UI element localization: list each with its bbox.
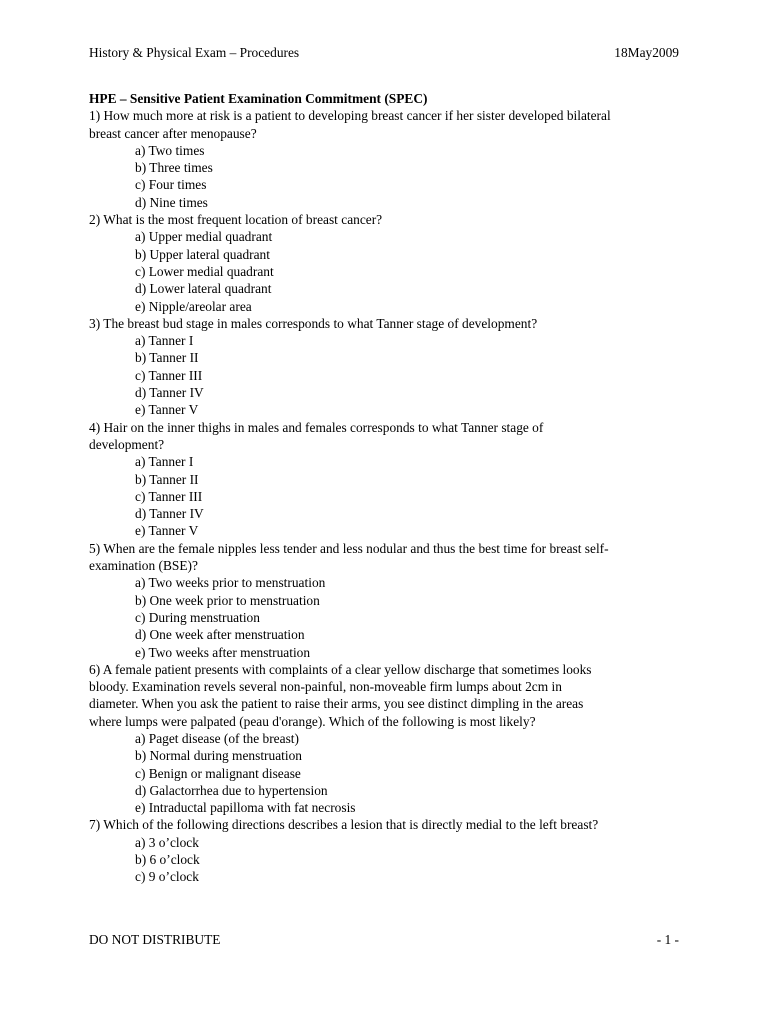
answer-option: b) Normal during menstruation (135, 748, 302, 764)
answer-option: b) One week prior to menstruation (135, 592, 320, 608)
question-text: 4) Hair on the inner thighs in males and females corresponds to what Tanner stage of (89, 419, 544, 435)
answer-option: a) Tanner I (135, 333, 194, 349)
header-course-title: History & Physical Exam – Procedures (89, 45, 300, 60)
question-item (89, 816, 689, 885)
answer-option: d) Tanner IV (135, 506, 204, 522)
question-text: examination (BSE)? (89, 558, 198, 574)
question-text: 7) Which of the following directions describes a lesion that is directly medial to the left breast? (89, 817, 599, 833)
answer-options (89, 453, 689, 539)
answer-option: b) Tanner II (135, 350, 199, 366)
answer-option: c) Benign or malignant disease (135, 765, 301, 781)
answer-option: c) Four times (135, 177, 207, 193)
question-item (89, 419, 689, 540)
answer-option: e) Two weeks after menstruation (135, 644, 311, 660)
answer-option: d) Galactorrhea due to hypertension (135, 782, 328, 798)
question-text: 5) When are the female nipples less tender and less nodular and thus the best time for breast self- (89, 540, 609, 556)
answer-option: c) Tanner III (135, 367, 203, 383)
answer-option: e) Intraductal papilloma with fat necrosis (135, 800, 356, 816)
question-item (89, 211, 689, 315)
answer-option: a) 3 o’clock (135, 834, 199, 850)
answer-option: e) Tanner V (135, 523, 199, 539)
answer-option: b) 6 o’clock (135, 852, 200, 868)
question-text: 3) The breast bud stage in males corresponds to what Tanner stage of development? (89, 315, 538, 331)
answer-options (89, 730, 689, 816)
answer-option: c) During menstruation (135, 609, 260, 625)
question-item (89, 661, 689, 817)
question-text: bloody. Examination revels several non-painful, non-moveable firm lumps about 2cm in (89, 679, 562, 695)
answer-option: d) Lower lateral quadrant (135, 281, 272, 297)
question-list (89, 107, 689, 885)
answer-option: a) Two weeks prior to menstruation (135, 575, 326, 591)
answer-option: c) Lower medial quadrant (135, 263, 274, 279)
footer-notice: DO NOT DISTRIBUTE (89, 932, 221, 947)
header-date: 18May2009 (614, 45, 679, 60)
answer-option: a) Upper medial quadrant (135, 229, 273, 245)
answer-option: e) Tanner V (135, 402, 199, 418)
question-text: development? (89, 436, 165, 452)
page-footer (89, 931, 679, 949)
answer-option: a) Tanner I (135, 454, 194, 470)
question-text: 1) How much more at risk is a patient to developing breast cancer if her sister developed bilateral (89, 108, 611, 124)
answer-option: d) Tanner IV (135, 385, 204, 401)
answer-options (89, 142, 689, 211)
document-title: HPE – Sensitive Patient Examination Commitment (SPEC) (89, 91, 428, 106)
answer-option: d) One week after menstruation (135, 627, 305, 643)
question-text: diameter. When you ask the patient to raise their arms, you see distinct dimpling in the areas (89, 696, 584, 712)
answer-options (89, 332, 689, 418)
question-text: 2) What is the most frequent location of breast cancer? (89, 212, 383, 228)
answer-option: a) Paget disease (of the breast) (135, 730, 299, 746)
page-header (89, 44, 679, 62)
answer-option: d) Nine times (135, 194, 208, 210)
answer-options (89, 228, 689, 314)
answer-option: c) 9 o’clock (135, 869, 199, 885)
answer-options (89, 574, 689, 660)
question-item (89, 107, 689, 211)
answer-option: b) Three times (135, 160, 213, 176)
question-item (89, 315, 689, 419)
document-body (89, 90, 689, 886)
question-item (89, 540, 689, 661)
answer-options (89, 834, 689, 886)
answer-option: a) Two times (135, 142, 205, 158)
answer-option: b) Tanner II (135, 471, 199, 487)
answer-option: e) Nipple/areolar area (135, 298, 252, 314)
question-text: 6) A female patient presents with complaints of a clear yellow discharge that sometimes looks (89, 661, 592, 677)
page-number: - 1 - (656, 932, 679, 947)
question-text: where lumps were palpated (peau d'orange). Which of the following is most likely? (89, 713, 536, 729)
question-text: breast cancer after menopause? (89, 125, 257, 141)
answer-option: b) Upper lateral quadrant (135, 246, 270, 262)
answer-option: c) Tanner III (135, 488, 203, 504)
